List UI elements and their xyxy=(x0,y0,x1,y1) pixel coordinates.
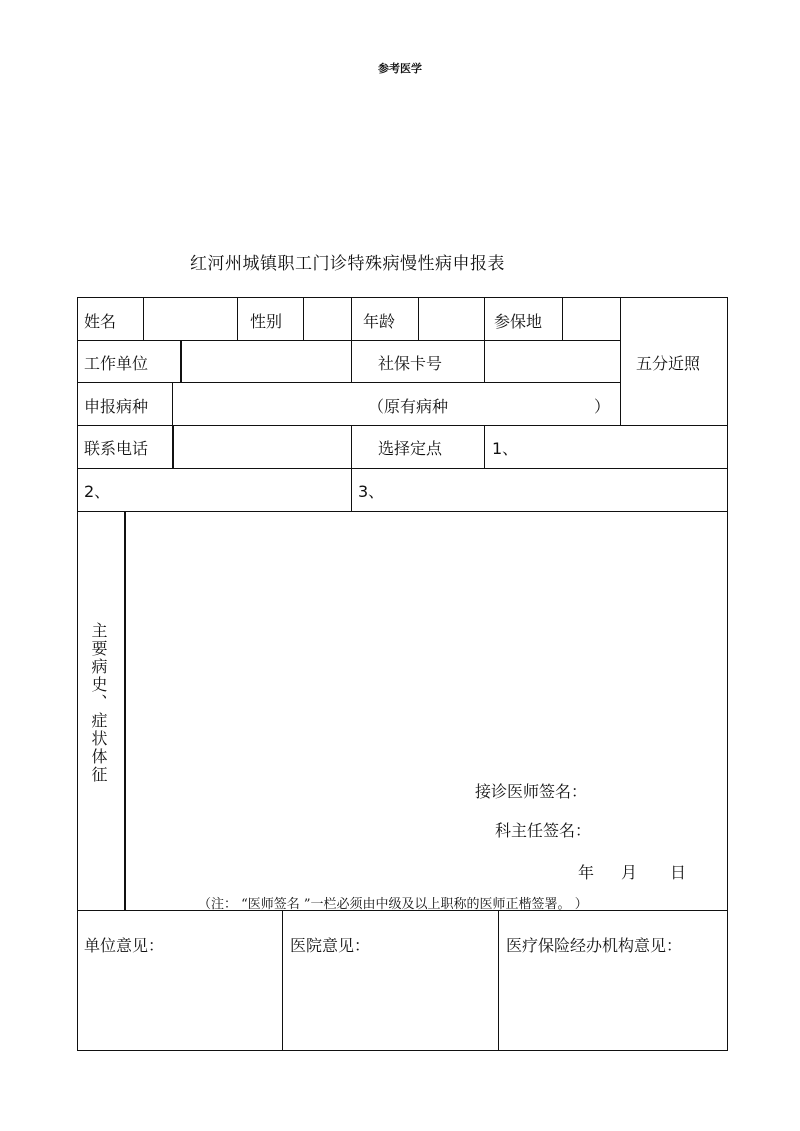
unit-opinion-label: 单位意见： xyxy=(84,936,165,955)
row-line-1 xyxy=(77,340,620,341)
opinion-divider-2 xyxy=(498,910,499,1050)
form-title: 红河州城镇职工门诊特殊病慢性病申报表 xyxy=(190,254,505,274)
row-line-3 xyxy=(77,425,727,426)
row1-divider-4 xyxy=(351,297,352,340)
table-right-border xyxy=(727,297,728,1051)
history-divider xyxy=(124,511,126,910)
row4-divider-1 xyxy=(172,425,174,468)
name-label: 姓名 xyxy=(84,312,117,331)
age-label: 年龄 xyxy=(363,312,396,331)
row3-divider-1 xyxy=(172,382,173,425)
row1-divider-1 xyxy=(143,297,144,340)
row4-divider-2 xyxy=(351,425,352,468)
table-bottom-border xyxy=(77,1050,727,1051)
phone-label: 联系电话 xyxy=(84,439,149,458)
day-label: 日 xyxy=(670,863,687,882)
director-sign-label: 科主任签名： xyxy=(495,821,592,840)
table-top-border xyxy=(77,297,727,298)
row2-divider-1 xyxy=(180,340,182,382)
header-note: 参考医学 xyxy=(378,62,422,75)
insured-place-label: 参保地 xyxy=(494,312,543,331)
original-disease-label: （原有病种 xyxy=(368,397,449,416)
row1-divider-6 xyxy=(484,297,485,340)
row1-divider-3 xyxy=(303,297,304,340)
point-3-label: 3、 xyxy=(358,482,385,501)
row1-divider-5 xyxy=(418,297,419,340)
row1-divider-2 xyxy=(237,297,238,340)
table-left-border xyxy=(77,297,78,1051)
social-card-label: 社保卡号 xyxy=(378,354,443,373)
row4-divider-3 xyxy=(484,425,485,468)
row-line-4 xyxy=(77,468,727,469)
gender-label: 性别 xyxy=(250,312,283,331)
photo-column-border xyxy=(620,297,621,425)
photo-label: 五分近照 xyxy=(636,354,701,373)
point-2-label: 2、 xyxy=(84,482,111,501)
row1-divider-7 xyxy=(562,297,563,340)
row2-divider-3 xyxy=(484,340,485,382)
row-line-2 xyxy=(77,382,620,383)
work-unit-label: 工作单位 xyxy=(84,354,149,373)
hospital-opinion-label: 医院意见： xyxy=(290,936,371,955)
row5-divider-1 xyxy=(351,468,352,511)
select-point-label: 选择定点 xyxy=(378,439,443,458)
year-label: 年 xyxy=(578,863,595,882)
point-1-label: 1、 xyxy=(492,439,519,458)
row2-divider-2 xyxy=(351,340,352,382)
history-label: 主要病史、症状体征 xyxy=(89,622,108,784)
row-line-5 xyxy=(77,511,727,512)
signature-note: （注： “医师签名 ”一栏必须由中级及以上职称的医师正楷签署。 ） xyxy=(198,897,588,912)
doctor-sign-label: 接诊医师签名： xyxy=(475,782,588,801)
opinion-divider-1 xyxy=(282,910,283,1050)
original-disease-close: ） xyxy=(594,397,611,416)
disease-label: 申报病种 xyxy=(84,397,149,416)
month-label: 月 xyxy=(621,863,638,882)
agency-opinion-label: 医疗保险经办机构意见： xyxy=(506,936,683,955)
